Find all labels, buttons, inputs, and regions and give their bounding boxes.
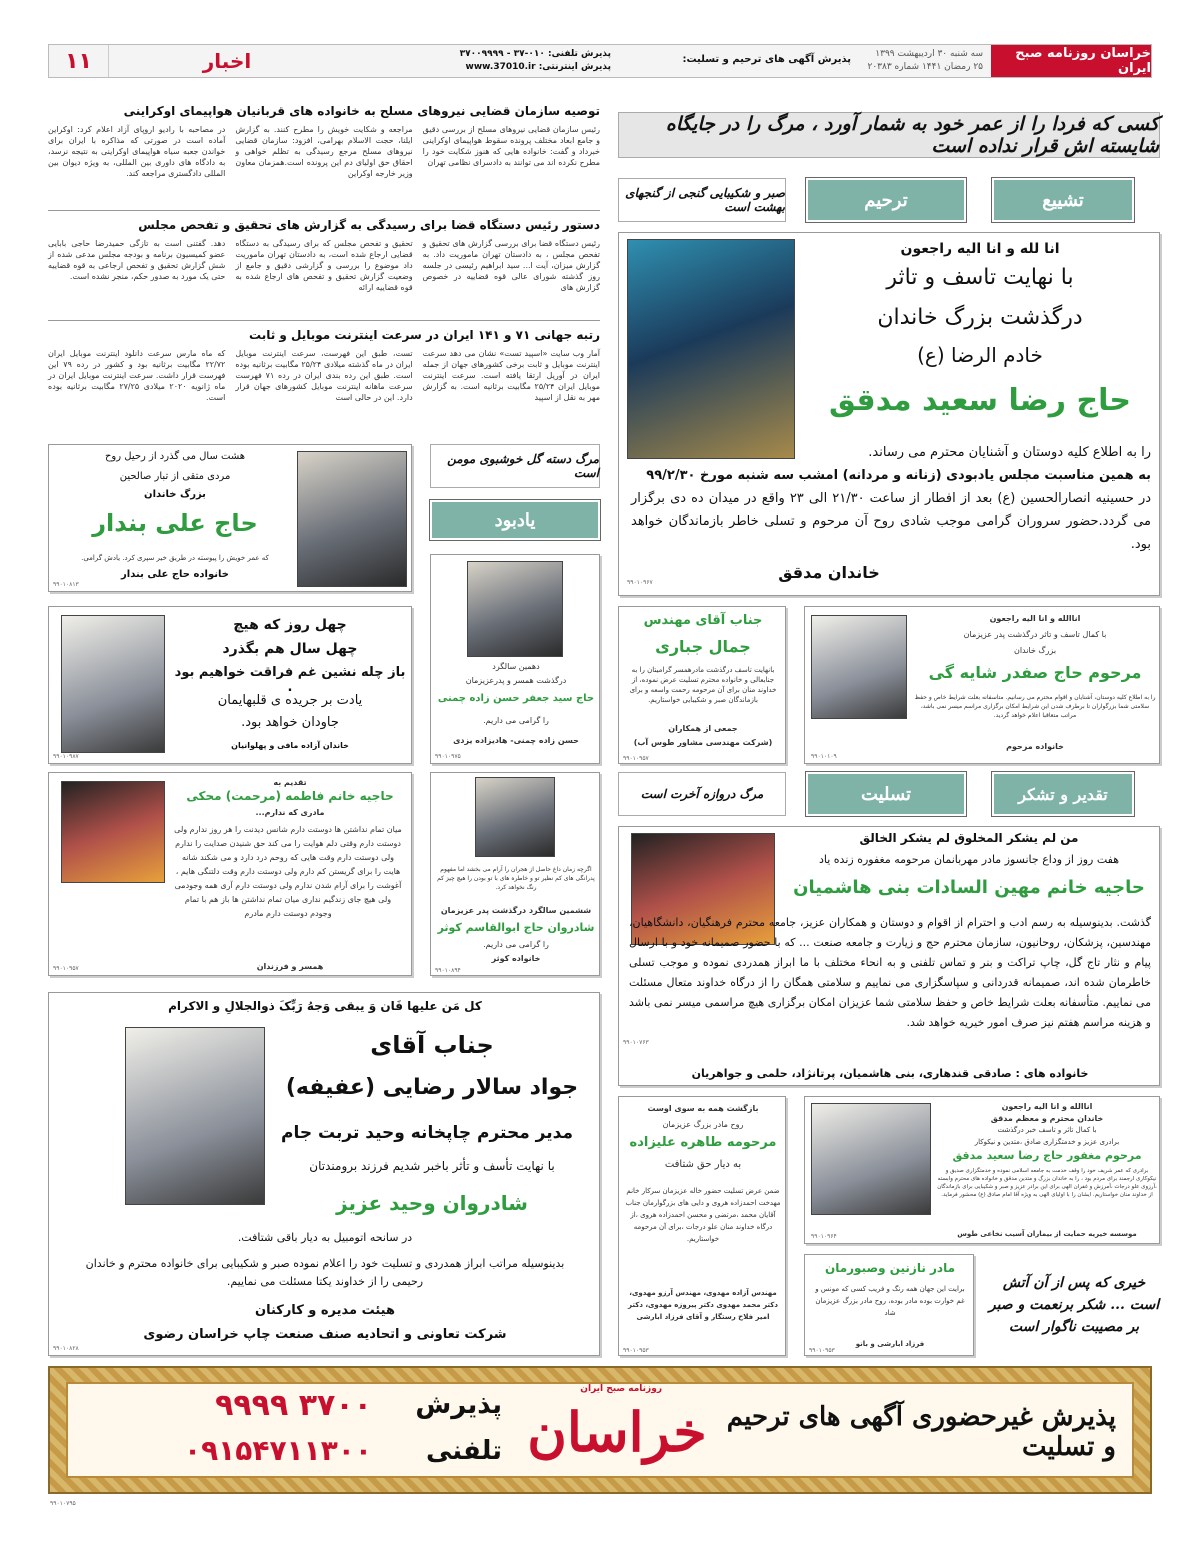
quote-sabr: صبر و شکیبایی گنجی از گنجهای بهشت است: [618, 178, 786, 222]
signature: خانواده مرحوم: [1006, 742, 1064, 751]
ad-mohaki: [48, 772, 412, 976]
deceased-photo: [627, 239, 795, 459]
deceased-name: مادر نازنین وصبورمان: [824, 1261, 956, 1275]
line: هفت روز از وداع جانسوز مادر مهربانمان مرحومه مغفوره زنده یاد: [818, 853, 1119, 866]
signature: همسر و فرزندان: [256, 962, 324, 971]
news-col: که ماه مارس سرعت دانلود اینترنت موبایل ایران ۲۲/۷۲ مگابیت برثانیه بود و کشور در رده ۷۹ این فهرست قرار داشت. سرعت اینترنت موبایل ایران در ماه ژانویه ۲۰۲۰ میلادی ۲۷/۲۵ مگابیت برثانیه بوده است.: [48, 349, 226, 402]
quote-gol: مرگ دسته گل خوشبوی مومن است: [430, 444, 600, 488]
line: یادت بر جریده ی قلبهایمان: [217, 693, 363, 708]
body: بانهایت تاسف درگذشت مادرهمسر گرامیتان را به جنابعالی و خانواده محترم تسلیت عرض نموده، از خداوند منان برای آن مرحومه رحمت واسعه و برای بازماندگان صبر و شکیبایی خواستاریم.: [629, 666, 777, 704]
ad-chehel: [48, 606, 412, 764]
honoree-photo: [125, 1027, 265, 1205]
line: را گرامی می داریم.: [483, 716, 549, 725]
banner-text: پذیرش غیرحضوری آگهی های ترحیم و تسلیت: [726, 1402, 1116, 1462]
signature: خاندان مدقق: [778, 563, 880, 582]
ad-code: ۹۹۰۱۰۹۶۷: [627, 579, 653, 586]
signature: موسسه خیریه حمایت از بیماران آسیب نخاعی طوس: [957, 1230, 1137, 1238]
tab-tashyi: تشییع: [992, 178, 1134, 222]
date-line-1: سه شنبه ۳۰ اردیبهشت ۱۳۹۹: [875, 49, 983, 59]
line: که عمر خویش را پیوسته در طریق خیر سپری کرد. یادش گرامی.: [81, 554, 269, 562]
ad-code: ۹۹۰۱۰۹۸۷: [53, 753, 79, 760]
quote-marg: مرگ دروازه آخرت است: [618, 772, 786, 816]
banner-inner: [66, 1382, 1134, 1478]
obituary-body: [631, 441, 1151, 556]
line: چهل سال هم بگذرد: [222, 641, 358, 657]
line: تقدیم به: [273, 778, 307, 787]
title: جناب آقای مهندس: [643, 613, 763, 628]
line: خادم الرضا (ع): [917, 343, 1043, 367]
signature: (شرکت مهندسی مشاور طوس آب): [633, 738, 773, 747]
body: اگرچه زمان داغ حاصل از هجران را آرام می بخشد اما مفهوم پدرانگی های کم نظیر تو و خاطره های با تو بودن را هیچ چیز کم رنگ نخواهد کرد.: [437, 866, 595, 891]
tab-taslit: تسلیت: [806, 772, 966, 816]
line: با کمال تاسف و تاثر درگذشت پدر عزیزمان: [963, 630, 1107, 639]
body: بدینوسیله مراتب ابراز همدردی و تسلیت خود را اعلام نموده صبر و شکیبایی برای خانواده محترم و خاندان رحیمی را از خداوند یکتا مسئلت می نماییم.: [85, 1257, 565, 1288]
ad-code: ۹۹۰۱۰۷۹۵: [50, 1500, 76, 1507]
deceased-name: شادروان وحید عزیز: [336, 1191, 528, 1215]
line: جناب آقای: [370, 1031, 494, 1059]
body: گذشت. بدینوسیله به رسم ادب و احترام از اقوام و دوستان و همکاران عزیز، جامعه محترم فرهنگیان، دانشگاهیان، مهندسین، پزشکان، روحانیون، سازمان محترم حج و زیارت و جامعه صنعت ... که با حضور صمیمانه خود و با ارسال پیام و نثار تاج گل، چاپ تراکت و بنر و تماس تلفنی و به انحاء مختلف با ما ابراز همدردی نموده و موجب تسلی خاطرمان شده اند، صمیمانه قدردانی و سپاسگزاری می نماییم و سلامتی همگان را از درگاه خداوند متعال مسئلت می نماییم. متأسفانه بعلت شرایط خاص و حفظ سلامتی شما عزیزان امکان برگزاری هیچ مراسمی میسر نمی باشد و هزینه مراسم هفتم نیز صرف امور خیریه خواهد شد.: [629, 916, 1151, 1029]
line: به دیار حق شتافت: [664, 1159, 742, 1170]
news-item-1: [48, 104, 600, 179]
line: برادری عزیز و خدمتگزاری صادق ،متدین و نیکوکار: [974, 1138, 1120, 1146]
line: روح مادر بزرگ عزیزمان: [662, 1120, 744, 1129]
news-col: تست، طبق این فهرست، سرعت اینترنت موبایل ایران در ماه گذشته میلادی ۲۵/۲۴ مگابیت برثانیه بوده است. طبق این رده بندی ایران در رده ۷۱ فهرست سرعت ماهانه اینترنت موبایل کشورهای جهان قرار دارد. این در حالی است: [235, 349, 413, 402]
news-col: مراجعه و شکایت خویش را مطرح کنند. به گزارش ایلنا، حجت الاسلام بهرامی، افزود: سازمان قضایی نیروهای مسلح مرجع رسیدگی به تظلم خواهی و احقاق حق اولیای دم این پرونده است.همزمان معاون وزیر خارجه اوکراین: [235, 125, 413, 178]
ad-bondar: [48, 444, 412, 592]
section-title: اخبار: [202, 49, 252, 73]
news-col: تحقیق و تفحص مجلس که برای رسیدگی به دستگاه قضایی ارجاع شده است، به دادستان تهران ماموریت داد موضوع را بررسی و گزارشی دقیق و جامع از وضعیت گزارش تحقیق و تفحص های ارجاع شده به قوه قضاییه ارائه: [235, 239, 413, 292]
signature: فرزاد ابارشی و بانو: [855, 1340, 925, 1348]
deceased-photo: [61, 781, 165, 883]
body: را به اطلاع کلیه دوستان، آشنایان و اقوام محترم می رسانیم. متاسفانه بعلت شرایط خاص و حفظ سلامتی شما بزرگواران تا برطرف شدن این شرایط امکان برگزاری مراسم میسر نمی باشد، مراتب متعاقبا اعلام خواهد گردید.: [914, 694, 1156, 719]
news-title: رتبه جهانی ۷۱ و ۱۴۱ ایران در سرعت اینترنت موبایل و ثابت: [248, 328, 600, 342]
news-col: رئیس دستگاه قضا برای بررسی گزارش های تحقیق و تفحص مجلس ، به دادستان تهران ماموریت داد. به گزارش میزان، آیت ا... سید ابراهیم رئیسی در جلسه روز گذشته شورای عالی قوه قضاییه در خصوص گزارش های: [422, 239, 600, 292]
accept-web: پذیرش اینترنتی: www.37010.ir: [465, 62, 611, 72]
line: درگذشت بزرگ خاندان: [877, 305, 1083, 330]
line: چهل روز که هیچ: [233, 617, 347, 633]
deceased-name: حاجیه خانم مهین السادات بنی هاشمیان: [793, 877, 1145, 898]
line: درگذشت همسر و پدرعزیزمان: [465, 676, 567, 685]
deceased-name: مرحوم حاج صفدر شایه گی: [928, 663, 1142, 682]
banner-phone: ۹۹۹۹ ۳۷۰۰: [215, 1388, 372, 1423]
news-col: رئیس سازمان قضایی نیروهای مسلح از بررسی دقیق و جامع ابعاد مختلف پرونده سقوط هواپیمای اوکراینی خبرداد و گفت: خانواده هایی که هنوز شکایت خود را مطرح نکرده اند می توانند به دادسرای نظامی تهران: [422, 125, 600, 167]
body-line: به همین مناسبت مجلس یادبودی (زنانه و مردانه) امشب سه شنبه مورخ ۹۹/۲/۳۰: [646, 468, 1151, 483]
ad-code: ۹۹۰۱۰۱۰۹: [811, 753, 837, 760]
newspaper-brand: خراسان روزنامه صبح ایران: [991, 45, 1151, 77]
page-number: ۱۱: [49, 45, 109, 77]
page-header: [48, 44, 1152, 78]
deceased-name: شادروان حاج ابوالقاسم کوثر: [437, 921, 595, 934]
deceased-name: حاج علی بندار: [92, 509, 258, 537]
ad-shayegi: [804, 606, 1160, 764]
quote-kheir: خیری که پس از آن آتش است ... شکر برنعمت و صبر بر مصیبت ناگوار است: [988, 1275, 1160, 1335]
line: بازگشت همه به سوی اوست: [647, 1104, 759, 1113]
deceased-photo: [811, 1103, 931, 1215]
line: باز چله نشین غم فراقت خواهیم بود .: [174, 665, 406, 695]
bottom-banner: [48, 1366, 1152, 1494]
line: بزرگ خاندان: [144, 489, 206, 500]
ad-code: ۹۹۰۱۰۸۲۸: [53, 1345, 79, 1352]
ad-rezaei: [48, 992, 600, 1356]
verse: اناالله و انا الیه راجعون: [1001, 1102, 1093, 1111]
line: در سانحه اتومبیل به دیار باقی شتافت.: [237, 1231, 413, 1244]
divider: [48, 210, 600, 211]
signature: خانواده های : صادقی قندهاری، بنی هاشمیان، پرتانژاد، حلمی و جواهریان: [691, 1067, 1089, 1080]
deceased-photo: [297, 451, 407, 587]
ad-code: ۹۹۰۱۰۹۵۷: [53, 965, 79, 972]
ad-jabbari: [618, 606, 786, 764]
ad-chamani: [430, 554, 600, 764]
honoree-name: جواد سالار رضایی (عفیفه): [285, 1075, 579, 1100]
ad-code: ۹۹۰۱۰۸۹۴: [435, 967, 461, 974]
news-item-3: [48, 328, 600, 403]
line: با کمال تاثر و تاسف خبر درگذشت: [997, 1126, 1097, 1134]
deceased-name: مرحوم مغفور حاج رضا سعید مدقق: [952, 1149, 1142, 1162]
accept-contacts: [460, 48, 611, 74]
date-line-2: ۲۵ رمضان ۱۴۴۱ شماره ۲۰۳۸۳: [867, 62, 983, 72]
news-col: آمار وب سایت «اسپید تست» نشان می دهد سرعت اینترنت موبایل و ثابت برخی کشورهای جهان از جمله ایران در آوریل ارتقا یافته است. سرعت اینترنت موبایل ایران ۲۵/۲۴ مگابیت برثانیه است. به گزارش مهر به نقل از اسپید: [422, 349, 600, 402]
deceased-name: حاج سید جعفر حسن زاده چمنی: [437, 693, 595, 704]
ad-code: ۹۹۰۱۰۹۵۳: [809, 1347, 835, 1354]
body: برادری که عمر شریف خود را وقف خدمت به جامعه اسلامی نموده و خدمتگزاری صدیق و نیکوکاری ارجمند برای مردم بود ، را به خاندان بزرگ و متدین مدقق و خانواده های محترم وابسته ،آرزوی علو درجات ،آمرزش و غفران الهی برای این برادر عزیز و صبر و شکیبایی برای بازماندگان از خداوند منان خواستاریم. ایشان را با اولیای الهی به ویژه آقا امام صادق (ع) محشور فرماید.: [937, 1168, 1157, 1198]
ad-code: ۹۹۰۱۰۹۷۵: [435, 753, 461, 760]
verse: انا لله و انا الیه راجعون: [900, 241, 1060, 257]
line: خاندان محترم و معظم مدقق: [990, 1114, 1104, 1123]
body-line: را به اطلاع کلیه دوستان و آشنایان محترم می رساند.: [868, 445, 1151, 460]
banner-brand: خراسان: [527, 1400, 707, 1464]
news-col: در مصاحبه با رادیو اروپای آزاد اعلام کرد: اوکراین آماده است در صورتی که مذاکره با ایران برای خواندن جعبه سیاه هواپیمای اوکراینی به نتیجه نرسد، به دادگاه های داوری بین المللی، به ویژه دیوان بین المللی دادگستری مراجعه کند.: [48, 125, 226, 178]
verse: اناالله و انا الیه راجعون: [989, 614, 1081, 623]
ad-alizadeh: [618, 1096, 786, 1356]
line: را گرامی می داریم.: [483, 940, 549, 949]
top-quote: کسی که فردا را از عمر خود به شمار آورد ، مرگ را در جایگاه شایسته اش قرار نداده است: [618, 112, 1160, 158]
signature: هیئت مدیره و کارکنان: [254, 1303, 396, 1318]
deceased-photo: [475, 777, 555, 857]
honoree-name: جمال جباری: [655, 637, 751, 656]
line: دهمین سالگرد: [492, 662, 540, 671]
signature: جمعی از همکاران: [668, 724, 738, 733]
banner-accept: پذیرش: [415, 1390, 502, 1420]
news-item-2: [48, 218, 600, 293]
banner-tel: تلفنی: [425, 1436, 502, 1466]
verse: کل مَن علیها فَان وَ یبقی وَجهُ رَبِّکَ ذوالجلالِ و الاکرام: [168, 999, 482, 1013]
line: بزرگ خاندان: [1013, 646, 1057, 655]
ad-code: ۹۹۰۱۰۸۱۳: [53, 581, 79, 588]
deceased-name: حاج رضا سعید مدقق: [829, 383, 1131, 418]
news-title: توصیه سازمان قضایی نیروهای مسلح به خانواده های قربانیان هواپیمای اوکراینی: [123, 104, 600, 118]
accept-label: پذیرش آگهی های ترحیم و تسلیت:: [682, 54, 851, 65]
signature: حسن زاده چمنی- هادیزاده یزدی: [453, 736, 579, 745]
line: مادری که ندارم...: [255, 808, 325, 817]
deceased-photo: [811, 615, 907, 719]
deceased-photo: [467, 561, 563, 657]
ad-code: ۹۹۰۱۰۷۶۳: [623, 1039, 649, 1046]
tab-yadbood: یادبود: [430, 500, 600, 540]
signature: خاندان آزاده مافی و پهلوانیان: [231, 741, 349, 750]
ad-nazanin: [804, 1254, 974, 1356]
line: مدیر محترم چاپخانه وحید تربت جام: [280, 1123, 573, 1143]
body: برایت این جهان همه رنگ و فریب کسی که مونس و غم خوارت بوده مادر بوده، روح مادر بزرگ عزیزمان شاد: [815, 1285, 965, 1317]
banner-mobile: ۰۹۱۵۴۷۱۱۳۰۰: [184, 1434, 372, 1467]
news-col: دهد. گفتنی است به تازگی حمیدرضا حاجی بابایی عضو کمیسیون برنامه و بودجه مجلس مدعی شده از شش گزارش تحقیق و تفحص ارجاعی به قوه قضاییه حتی یک مورد به صدور حکم، منجر نشده است.: [48, 239, 226, 281]
signature: خانواده حاج علی بندار: [121, 569, 229, 580]
line: با نهایت تأسف و تأثر باخبر شدیم فرزند برومندتان: [309, 1159, 555, 1173]
signature: شرکت تعاونی و اتحادیه صنف صنعت چاپ خراسان رضوی: [143, 1327, 507, 1342]
divider: [48, 320, 600, 321]
deceased-photo: [61, 615, 165, 753]
main-obituary: [618, 232, 1160, 596]
issue-date: [867, 48, 983, 74]
line: با نهایت تاسف و تاثر: [886, 265, 1074, 290]
ad-hashemian: [618, 826, 1160, 1086]
tab-tarhim: ترحیم: [806, 178, 966, 222]
ad-code: ۹۹۰۱۰۹۵۷: [623, 755, 649, 762]
tab-taghdir: تقدیر و تشکر: [992, 772, 1134, 816]
signature: مهندس آزاده مهدوی، مهندس آرزو مهدوی، دکتر محمد مهدوی دکتر پیروزه مهدوی، دکتر امیر فلاح رستگار و آقای فرزاد ابارشی: [628, 1289, 778, 1321]
ad-code: ۹۹۰۱۰۹۵۳: [623, 1347, 649, 1354]
ad-madaqeq-charity: [804, 1096, 1160, 1244]
ad-kowsar: [430, 772, 600, 976]
line: مردی متقی از تبار صالحین: [119, 471, 231, 482]
deceased-name: مرحومه طاهره علیزاده: [629, 1135, 777, 1150]
line: جاودان خواهد بود.: [241, 715, 339, 730]
banner-brand-sub: روزنامه صبح ایران: [580, 1384, 662, 1394]
news-title: دستور رئیس دستگاه قضا برای رسیدگی به گزارش های تحقیق و تفحص مجلس: [138, 218, 600, 232]
body: ضمن عرض تسلیت حضور خاله عزیزمان سرکار خانم مهدخت احمدزاده هروی و دایی های بزرگوارمان جناب آقایان محمد ،مرتضی و محسن احمدزاده هروی ،از درگاه خداوند منان علو درجات ،برای آن مرحومه خواستاریم.: [625, 1187, 781, 1243]
ad-code: ۹۹۰۱۰۹۶۴: [811, 1233, 837, 1240]
body-line: در حسینیه انصارالحسین (ع) بعد از افطار از ساعت ۲۱/۳۰ الی ۲۳ واقع در میدان ده دی برگزار می گردد.حضور سروران گرامی موجب شادی روح آن مرحوم و تسلی خاطر بازماندگان خواهد بود.: [631, 491, 1152, 552]
signature: خانواده کوثر: [491, 954, 541, 963]
accept-phone: پذیرش تلفنی: ۰۱۰-۳۷ - ۳۷۰۰۹۹۹۹: [459, 49, 611, 59]
verse: من لم یشکر المخلوق لم یشکر الخالق: [859, 831, 1079, 845]
line: هشت سال می گذرد از رحیل روح: [104, 451, 246, 462]
line: ششمین سالگرد درگذشت پدر عزیزمان: [440, 906, 592, 915]
deceased-name: حاجیه خانم فاطمه (مرحمت) محکی: [186, 789, 394, 803]
poem: میان تمام نداشتن ها دوستت دارم شانس دیدنت را هر روز ندارم ولی دوستت دارم وقتی دلم هوایت را می کند حق شنیدن صدایت را ندارم ولی دوستت دارم وقت هایی که روحم درد دارد و می شکند شانه هایت را برای گریستن کم دارم ولی دوستت دارم وقت دلتنگی هایم ، آغوشت را برای آرام شدن ندارم ولی دوستت دارم آری همه وجودمی ولی هیچ جای زندگیم نداری میان تمام نداشتن ها باز هم با تمام وجودم دوستت دارم مادرم: [174, 825, 402, 918]
